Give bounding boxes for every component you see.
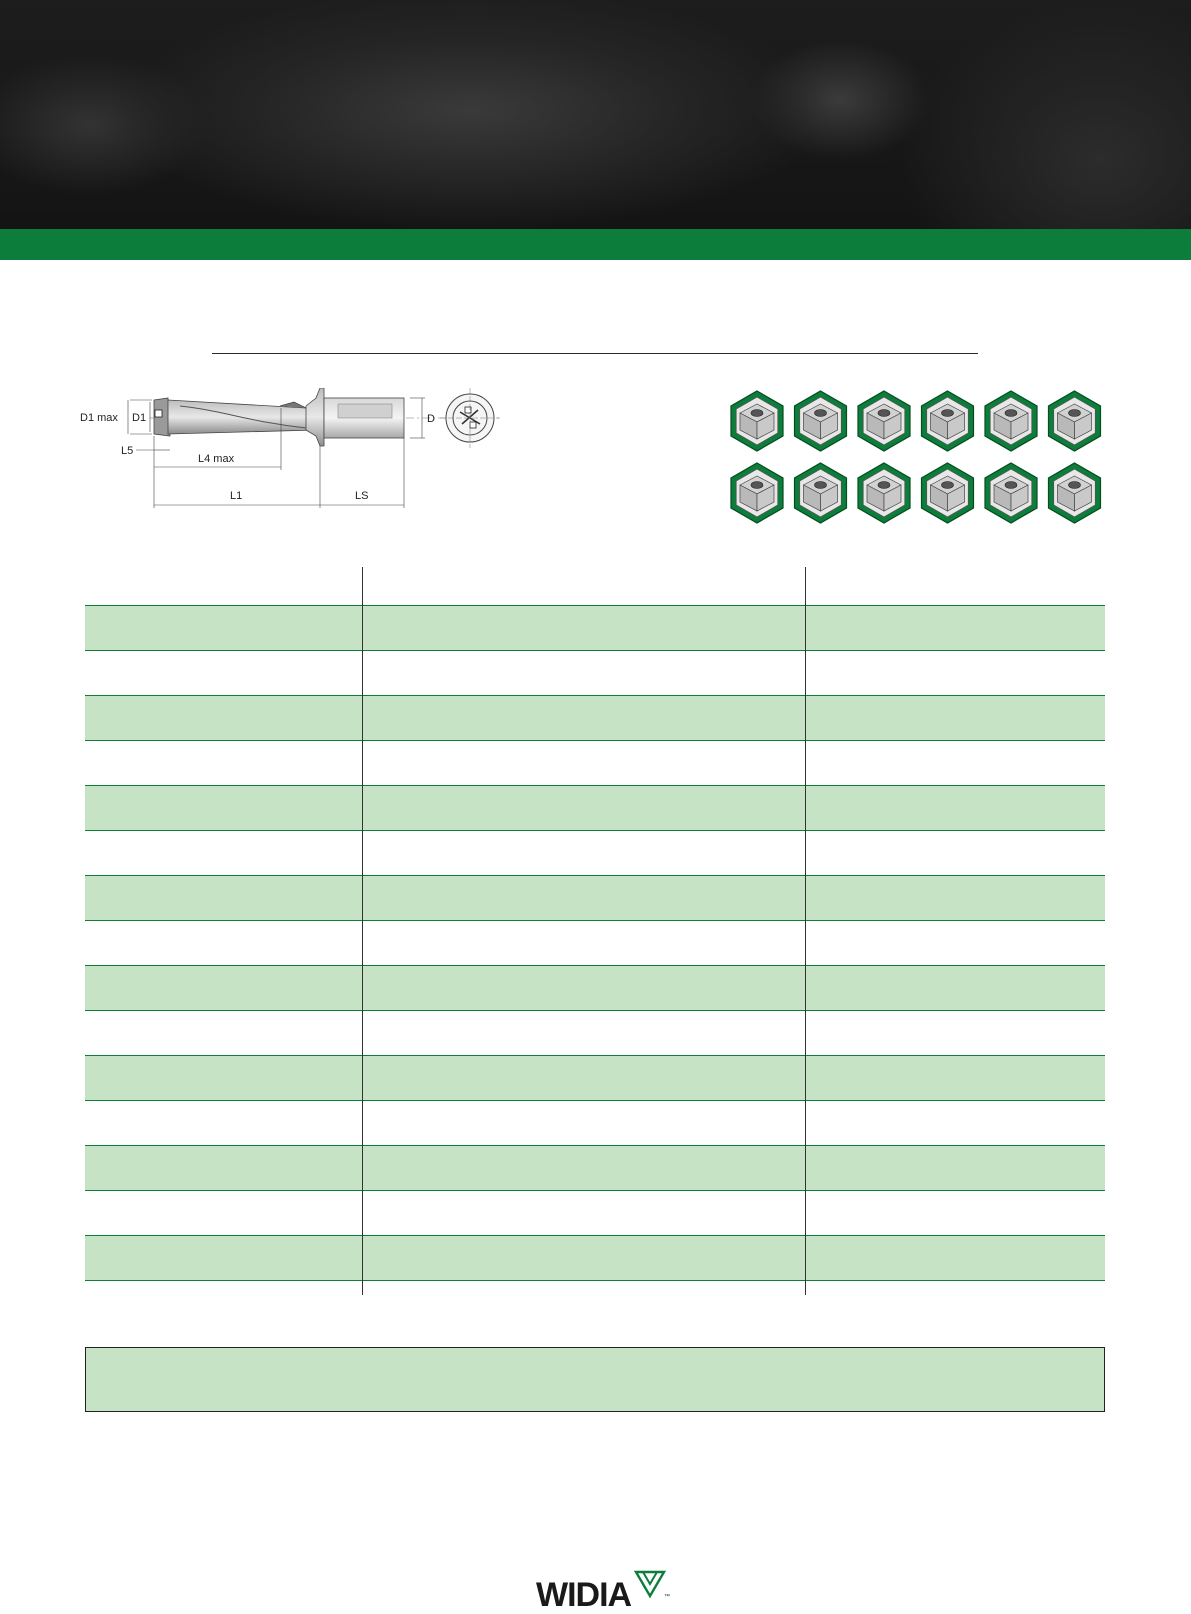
table-row (85, 696, 1105, 741)
cross-hole-icon (1049, 391, 1101, 451)
label-ls: LS (355, 490, 369, 502)
table-cell (805, 1101, 1105, 1145)
through-hole-icon (731, 391, 783, 451)
table-row (85, 1146, 1105, 1191)
table-cell (805, 696, 1105, 740)
table-cell (85, 1191, 362, 1235)
table-row (85, 966, 1105, 1011)
table-cell (805, 876, 1105, 920)
svg-text:™: ™ (664, 1594, 670, 1600)
label-l4-max: L4 max (198, 453, 235, 465)
table-row (85, 921, 1105, 966)
table-cell (362, 1011, 805, 1055)
table-cell (362, 831, 805, 875)
inclined-surface-icon (985, 391, 1037, 451)
table-cell (805, 1236, 1105, 1280)
shaft-center-icon (1049, 463, 1101, 523)
table-tail (85, 1281, 1105, 1303)
table-row (85, 1011, 1105, 1056)
table-cell (805, 606, 1105, 650)
label-d1-max: D1 max (80, 412, 118, 424)
table-cell (362, 651, 805, 695)
table-cell (362, 1101, 805, 1145)
table-cell (362, 966, 805, 1010)
table-row (85, 651, 1105, 696)
header-cell (362, 563, 805, 605)
table-header (85, 563, 1105, 605)
label-l1: L1 (230, 490, 243, 502)
table-cell (362, 786, 805, 830)
insert-icon (155, 410, 162, 417)
table-cell (805, 651, 1105, 695)
column-divider (362, 567, 363, 1295)
table-cell (805, 1146, 1105, 1190)
table-row (85, 741, 1105, 786)
widia-logo (536, 1568, 676, 1612)
header-cell (805, 563, 1105, 605)
header-cell (85, 563, 362, 605)
table-cell (805, 1191, 1105, 1235)
table-cell (362, 1236, 805, 1280)
table-cell (85, 1101, 362, 1145)
interrupted-hole-icon (795, 391, 847, 451)
table-cell (85, 1236, 362, 1280)
table-cell (85, 696, 362, 740)
table-cell (805, 786, 1105, 830)
table-row (85, 786, 1105, 831)
column-divider (805, 567, 806, 1295)
specification-table (85, 563, 1105, 1303)
logo-wordmark: WIDIA (536, 1576, 632, 1614)
convex-surface-icon (731, 463, 783, 523)
hero-photo-banner (0, 0, 1191, 229)
label-l5: L5 (121, 445, 134, 457)
table-cell (362, 741, 805, 785)
table-row (85, 1236, 1105, 1281)
table-cell (362, 1146, 805, 1190)
table-cell (85, 606, 362, 650)
table-cell (362, 606, 805, 650)
table-cell (362, 876, 805, 920)
table-row (85, 831, 1105, 876)
table-row (85, 876, 1105, 921)
table-cell (85, 741, 362, 785)
table-cell (362, 921, 805, 965)
table-row (85, 1191, 1105, 1236)
label-d1: D1 (132, 412, 147, 424)
table-cell (85, 786, 362, 830)
brand-band (0, 229, 1191, 260)
label-d: D (427, 413, 435, 425)
table-cell (85, 1146, 362, 1190)
table-cell (805, 1011, 1105, 1055)
title-divider (212, 353, 978, 354)
table-cell (85, 966, 362, 1010)
table-cell (805, 921, 1105, 965)
table-cell (85, 1011, 362, 1055)
table-row (85, 1101, 1105, 1146)
table-cell (362, 1056, 805, 1100)
table-cell (362, 1191, 805, 1235)
coolant-through-icon (985, 463, 1037, 523)
intersecting-holes-icon (858, 463, 910, 523)
note-box (85, 1347, 1105, 1412)
logo-triangles-icon (634, 1568, 674, 1600)
table-cell (85, 876, 362, 920)
slot-icon (858, 391, 910, 451)
drill-dimension-drawing (80, 388, 520, 518)
table-cell (805, 831, 1105, 875)
table-cell (85, 1056, 362, 1100)
table-cell (85, 831, 362, 875)
angled-exit-icon (922, 391, 974, 451)
table-row (85, 605, 1105, 651)
table-cell (805, 1056, 1105, 1100)
table-cell (805, 966, 1105, 1010)
table-cell (805, 741, 1105, 785)
table-cell (362, 696, 805, 740)
table-cell (85, 921, 362, 965)
chamfered-entry-icon (922, 463, 974, 523)
table-row (85, 1056, 1105, 1101)
table-cell (85, 651, 362, 695)
application-icons-grid (727, 388, 1107, 528)
overlapping-holes-icon (795, 463, 847, 523)
